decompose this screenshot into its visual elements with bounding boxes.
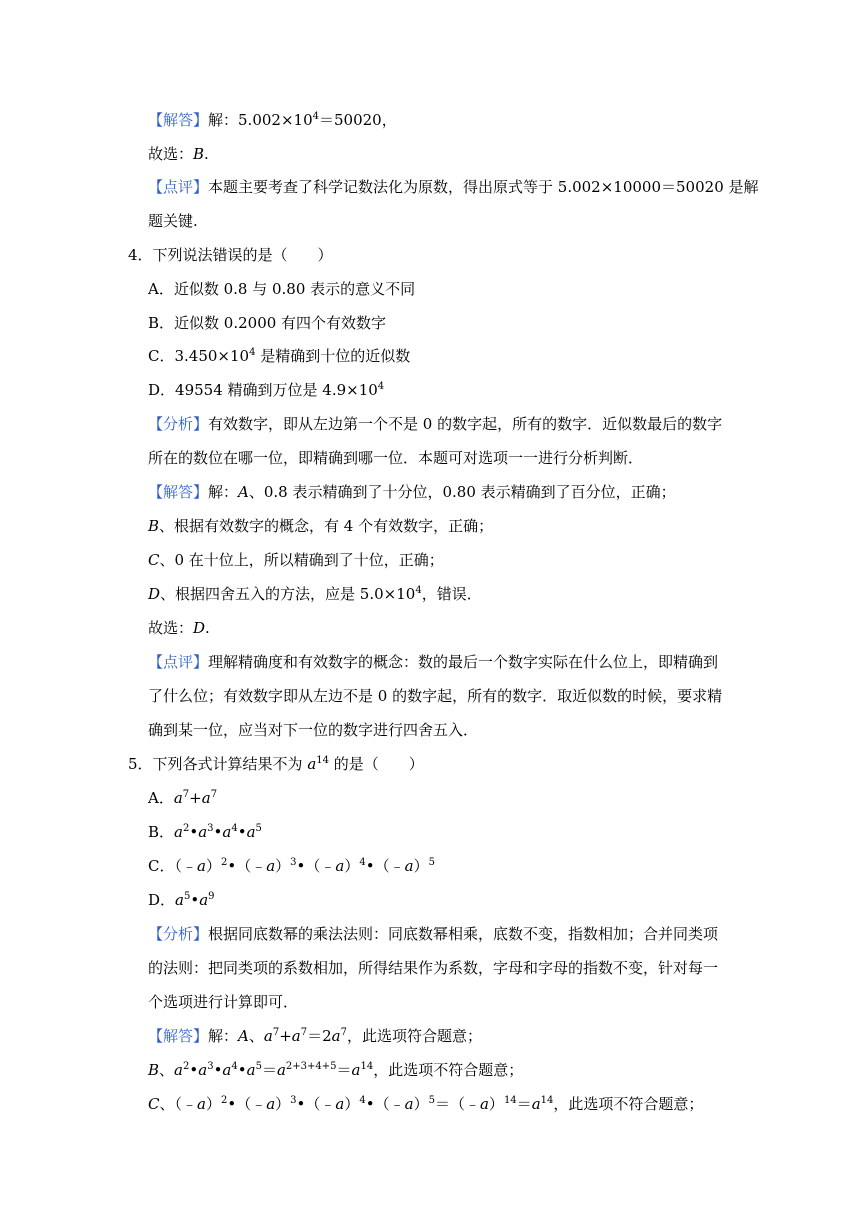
q5-analysis-text: 根据同底数幂的乘法法则：同底数幂相乘，底数不变，指数相加；合并同类项 xyxy=(208,925,719,943)
answer-b-tail: ，此选项不符合题意； xyxy=(373,1061,524,1079)
answer-a-tail: ，此选项符合题意； xyxy=(347,1027,483,1045)
q4-choose xyxy=(148,618,210,638)
choose-letter: B xyxy=(193,145,205,163)
q5-stem-text: 5．下列各式计算结果不为 xyxy=(128,755,308,773)
comment-tag: 【点评】 xyxy=(148,178,209,196)
q5-answer-b xyxy=(148,1060,523,1080)
answer-letter: C xyxy=(148,551,160,569)
math-expression: 、$(﹣a)^2•(﹣a)^3•(﹣a)^4•(﹣a)^5=(﹣a)^{14}=a^{14}$ xyxy=(159,1095,554,1113)
q5-analysis-3: 个选项进行计算即可． xyxy=(148,993,299,1011)
answer-letter: A xyxy=(238,1027,249,1045)
exponent: 4 xyxy=(249,347,256,358)
choose-period: . xyxy=(204,145,209,163)
q5-answer-c xyxy=(148,1094,703,1114)
answer-prefix: 解： xyxy=(208,483,239,501)
q3-choose xyxy=(148,144,209,164)
q5-option-b xyxy=(148,822,262,842)
choose-letter: D xyxy=(193,619,206,637)
q4-answer-c xyxy=(148,550,444,570)
q3-comment-1 xyxy=(148,177,759,197)
choose-label: 故选： xyxy=(148,145,194,163)
math-expression: $a^5•a^9$ xyxy=(175,891,215,909)
analysis-tag: 【分析】 xyxy=(148,925,209,943)
q5-answer-a xyxy=(148,1026,482,1046)
q4-analysis-2: 所在的数位在哪一位，即精确到哪一位．本题可对选项一一进行分析判断． xyxy=(148,449,644,467)
q4-stem: 4．下列说法错误的是（ ） xyxy=(128,246,333,264)
q3-answer-text: 解：5.002×10 xyxy=(208,111,313,129)
q4-comment-text: 理解精确度和有效数字的概念：数的最后一个数字实际在什么位上，即精确到 xyxy=(208,653,719,671)
variable: a xyxy=(307,755,317,773)
q5-analysis-2: 的法则：把同类项的系数相加，所得结果作为系数，字母和字母的指数不变，针对每一 xyxy=(148,959,719,977)
q3-comment-text: 本题主要考查了科学记数法化为原数，得出原式等于 5.002×10000＝50020 是解 xyxy=(208,178,759,196)
choose-period: . xyxy=(205,619,210,637)
answer-letter: B xyxy=(148,1061,160,1079)
q4-answer-d xyxy=(148,584,482,604)
q5-analysis-1 xyxy=(148,924,718,944)
q4-comment-2: 了什么位；有效数字即从左边不是 0 的数字起，所有的数字．取近似数的时候，要求精 xyxy=(148,687,723,705)
exponent: 14 xyxy=(316,755,330,766)
q3-comment-2: 题关键. xyxy=(148,212,198,230)
answer-tag: 【解答】 xyxy=(148,1027,209,1045)
q3-answer-result: ＝50020， xyxy=(319,111,397,129)
q4-comment-1 xyxy=(148,652,718,672)
q4-analysis-text: 有效数字，即从左边第一个不是 0 的数字起，所有的数字．近似数最后的数字 xyxy=(208,415,723,433)
q4-analysis-1 xyxy=(148,414,722,434)
math-expression: （﹣a）$^2$•（﹣a）$^3$•（﹣a）$^4$•（﹣a）$^5$ xyxy=(174,857,435,875)
exponent: 4 xyxy=(415,585,422,596)
option-label: A． xyxy=(148,789,174,807)
comment-tag: 【点评】 xyxy=(148,653,209,671)
exponent: 4 xyxy=(377,381,385,392)
q5-option-d xyxy=(148,890,215,910)
answer-c-text: 、0 在十位上，所以精确到了十位，正确； xyxy=(159,551,444,569)
math-expression: 、$a^7+a^7=2a^7$ xyxy=(248,1027,347,1045)
answer-prefix: 解： xyxy=(208,1027,239,1045)
choose-label: 故选： xyxy=(148,619,194,637)
q4-comment-3: 确到某一位，应当对下一位的数字进行四舍五入． xyxy=(148,721,479,739)
answer-tag: 【解答】 xyxy=(148,483,209,501)
q4-option-b: B．近似数 0.2000 有四个有效数字 xyxy=(148,314,387,332)
q4-option-c xyxy=(148,346,410,366)
option-label: B． xyxy=(148,823,175,841)
q5-option-c xyxy=(148,856,435,876)
exponent: 4 xyxy=(312,111,319,122)
q4-option-d xyxy=(148,380,384,400)
q3-answer xyxy=(148,110,397,130)
option-label: D． xyxy=(148,891,176,909)
option-label: C． xyxy=(148,857,175,875)
math-expression: $a^2•a^3•a^4•a^5$ xyxy=(174,823,262,841)
answer-b-text: 、根据有效数字的概念，有 4 个有效数字，正确； xyxy=(159,517,494,535)
math-expression: 、$a^2•a^3•a^4•a^5=a^{2+3+4+5}=a^{14}$ xyxy=(159,1061,374,1079)
answer-tag: 【解答】 xyxy=(148,111,209,129)
option-c-tail: 是精确到十位的近似数 xyxy=(255,347,411,365)
q4-option-a: A．近似数 0.8 与 0.80 表示的意义不同 xyxy=(148,280,416,298)
math-expression: $a^7+a^7$ xyxy=(173,789,218,807)
q4-answer-a xyxy=(148,482,676,502)
answer-d-tail: ，错误． xyxy=(421,585,482,603)
q5-stem xyxy=(128,754,424,774)
option-d-text: D．49554 精确到万位是 4.9×10 xyxy=(148,381,378,399)
q5-option-a xyxy=(148,788,217,808)
answer-letter: C xyxy=(148,1095,160,1113)
answer-c-tail: ，此选项不符合题意； xyxy=(553,1095,704,1113)
q5-stem-tail: 的是（ ） xyxy=(329,755,424,773)
answer-letter: B xyxy=(148,517,160,535)
answer-letter: D xyxy=(148,585,161,603)
answer-letter: A xyxy=(238,483,249,501)
answer-d-text: 、根据四舍五入的方法，应是 5.0×10 xyxy=(160,585,416,603)
analysis-tag: 【分析】 xyxy=(148,415,209,433)
option-c-text: C．3.450×10 xyxy=(148,347,250,365)
q4-answer-b xyxy=(148,516,493,536)
answer-a-text: 、0.8 表示精确到了十分位，0.80 表示精确到了百分位，正确； xyxy=(248,483,676,501)
